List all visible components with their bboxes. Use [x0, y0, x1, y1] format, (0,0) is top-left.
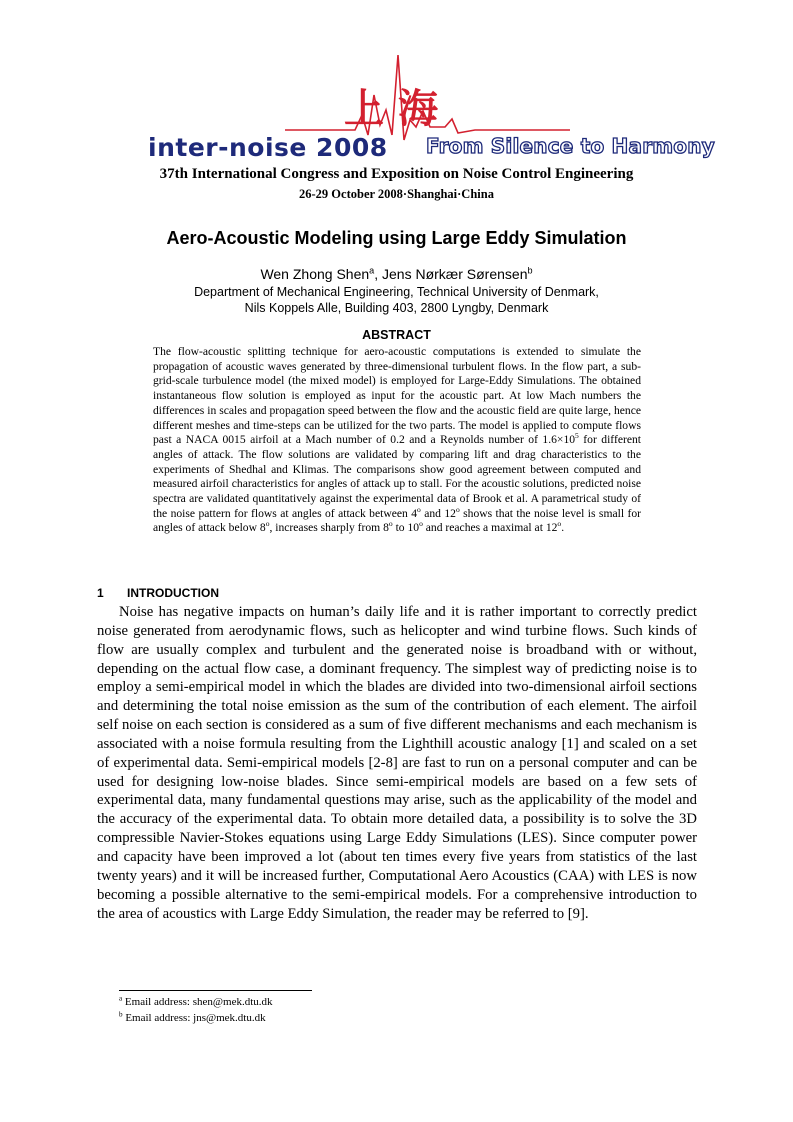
- abstract-text: and: [420, 506, 445, 520]
- abstract-text: The flow-acoustic splitting technique for aero-acoustic computations is extended to simulate the propagation of acoustic waves generated by three-dimensional turbulent flows. In the flow part, a sub-grid-scale turbulence model (the mixed model) is employed for Large-Eddy Simulations. The obtained instantaneous flow solution is employed as input for the acoustic part. At low Mach numbers the differences in scales and propagation speed between the flow and the acoustic field are quite large, hence different meshes and time-steps can be utilized for the two parts. The model is applied to compute flows past a NACA 0015 airfoil at a Mach number of 0.2 and a Reynolds number of: [153, 345, 641, 447]
- footnote-divider: [119, 990, 312, 991]
- section-heading: [97, 586, 219, 600]
- congress-title: 37th International Congress and Exposition on Noise Control Engineering: [159, 166, 634, 182]
- reynolds-number: 1.6×10: [542, 433, 576, 447]
- author-separator: ,: [374, 266, 382, 282]
- exponent: 5: [575, 431, 579, 441]
- degree-mark: o: [419, 519, 423, 529]
- angle-value: 12: [545, 521, 558, 535]
- footnote-text: Email address: jns@mek.dtu.dk: [125, 1012, 266, 1024]
- author-mark: b: [527, 265, 533, 276]
- abstract-text: for different angles of attack. The flow solutions are validated by comparing lift and drag characteristics to the experiments of Shedhal and Klimas. The comparisons show good agreement between computed and measured airfoil characteristics for angles of attack up to stall. For the acoustic solutions, predicted noise spectra are validated quantitatively against the experimental data of Brook et al. A parametrical study of the noise pattern for flows at angles of attack between: [153, 433, 641, 520]
- degree-mark: o: [455, 504, 460, 514]
- dates-location: 26-29 October 2008·Shanghai·China: [299, 187, 494, 201]
- degree-mark: o: [417, 504, 421, 514]
- slogan: From Silence to Harmony: [426, 134, 715, 158]
- abstract-text: to: [392, 521, 408, 535]
- degree-mark: o: [388, 519, 393, 529]
- section-number: 1: [97, 586, 104, 600]
- footnote: [119, 996, 273, 1008]
- author-mark: a: [369, 265, 375, 276]
- author-name: Jens Nørkær Sørensen: [382, 266, 528, 282]
- logo-text: inter-noise 2008: [148, 133, 388, 162]
- footnote-text: Email address: shen@mek.dtu.dk: [124, 996, 273, 1008]
- angle-value: 10: [407, 521, 420, 535]
- abstract-text: .: [561, 521, 565, 535]
- angle-value: 12: [444, 506, 456, 520]
- degree-mark: o: [265, 519, 270, 529]
- abstract-text: shows that the noise level is small for angles of attack below: [153, 506, 641, 535]
- abstract-text: and reaches a maximal at: [422, 521, 546, 535]
- footnote-mark: b: [119, 1010, 123, 1019]
- footnote-mark: a: [119, 994, 123, 1003]
- angle-value: 8: [259, 521, 266, 535]
- abstract-body: [153, 345, 641, 536]
- angle-value: 4: [411, 506, 418, 520]
- footnote: [119, 1012, 266, 1024]
- author-name: Wen Zhong Shen: [260, 266, 370, 282]
- paper-title: Aero-Acoustic Modeling using Large Eddy Simulation: [166, 228, 627, 248]
- abstract-text: , increases sharply from: [269, 521, 384, 535]
- abstract-heading: ABSTRACT: [362, 328, 431, 342]
- affiliation-line: Nils Koppels Alle, Building 403, 2800 Lyngby, Denmark: [244, 301, 549, 315]
- degree-mark: o: [557, 519, 562, 529]
- introduction-body: Noise has negative impacts on human’s daily life and it is rather important to correctly predict noise generated from aerodynamic flows, such as helicopter and wind turbine flows. Such kinds of flow are usually complex and turbulent and the generated noise is broadband with or without, depending on the actual flow case, a dominant frequency. The simplest way of predicting noise is to employ a semi-empirical model in which the blades are divided into two-dimensional airfoil sections and determining the total noise emission as the sum of the contribution of each element. The airfoil self noise on each section is considered as a sum of five different mechanisms and each mechanism is associated with a noise formula resulting from the Lighthill acoustic analogy [1] and scaled on a set of experimental data. Semi-empirical models [2-8] are fast to run on a personal computer and can be used for designing low-noise blades. Since semi-empirical models are based on a few sets of experimental data, many fundamental questions may arise, such as the applicability of the model and the accuracy of the experimental data. To obtain more detailed data, a possibility is to solve the 3D compressible Navier-Stokes equations using Large Eddy Simulations (LES). Since computer power and capacity have been improved a lot (about ten times every five years from statistics of the last twenty years) and it will be increased further, Computational Aero Acoustics (CAA) with LES is now becoming a possible alternative to the semi-empirical models. For a comprehensive introduction to the area of acoustics with Large Eddy Simulation, the reader may be referred to [9].: [97, 604, 697, 922]
- author-line: [0, 266, 793, 282]
- section-title: INTRODUCTION: [127, 586, 219, 600]
- angle-value: 8: [383, 521, 389, 535]
- affiliation-line: Department of Mechanical Engineering, Technical University of Denmark,: [194, 285, 599, 299]
- city-glyphs: 上海: [344, 86, 452, 132]
